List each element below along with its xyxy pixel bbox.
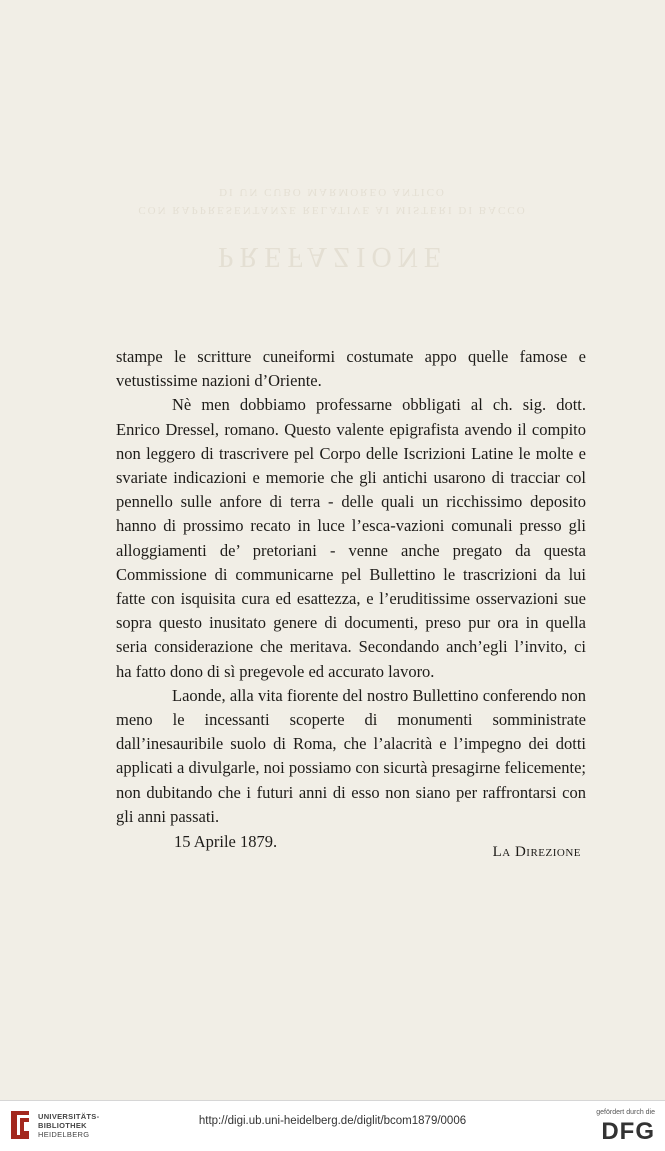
closing [116, 830, 586, 861]
show-through-text: DI UN CUBO MARMOREO ANTICO [219, 186, 446, 198]
show-through-text: PREFAZIONE [217, 241, 448, 272]
signature: La Direzione [492, 844, 581, 861]
body-text [116, 345, 587, 861]
footer-bar [0, 1100, 665, 1151]
paragraph-3: Laonde, alla vita fiorente del nostro Bullettino conferendo non meno le incessanti scoperte di monumenti somministrate dall’inesauribile suolo di Roma, che l’alacrità e l’impegno dei dotti applicati a divulgarle, noi possiamo con sicurtà presagirne felicemente; non dubitando che i futuri anni di esso non siano per raffrontarsi con gli anni passati. [116, 685, 586, 826]
funding-note: gefördert durch die [596, 1109, 655, 1116]
show-through-text: CON RAPPRESENTANZE RELATIVE AI MISTERI DI BACCO [138, 204, 527, 216]
paragraph-1: stampe le scritture cuneiformi costumate appo quelle famose e vetustissime nazioni d’Oriente. [116, 347, 586, 391]
date-line: 15 Aprile 1879. [174, 832, 278, 852]
paragraph-2: Nè men dobbiamo professarne obbligati al ch. sig. dott. Enrico Dressel, romano. Questo valente epigrafista avendo il compito non leggero di trascrivere pel Corpo delle Iscrizioni Latine le molte e svariate indicazioni e memorie che gli antichi usarono di tracciar col pennello sulle anfore di terra - delle quali un ricchissimo deposito hanno di prossimo recato in luce l’esca-vazioni comunali presso gli alloggiamenti de’ pretoriani - venne anche pregato da questa Commissione di communicarne pel Bullettino le trascrizioni da lui fatte con isquisita cura ed esattezza, e l’eruditissime osservazioni sue sopra questo inusitato genere di documenti, preso pur ora in quella seria considerazione che meritava. Secondando anch’egli l’invito, ci ha fatto dono di sì pregevole ed accurato lavoro. [116, 395, 587, 681]
library-name: UNIVERSITÄTS- BIBLIOTHEK HEIDELBERG [38, 1112, 100, 1139]
permalink[interactable]: http://digi.ub.uni-heidelberg.de/diglit/bcom1879/0006 [198, 1115, 467, 1127]
dfg-logo: DFG [601, 1118, 655, 1145]
